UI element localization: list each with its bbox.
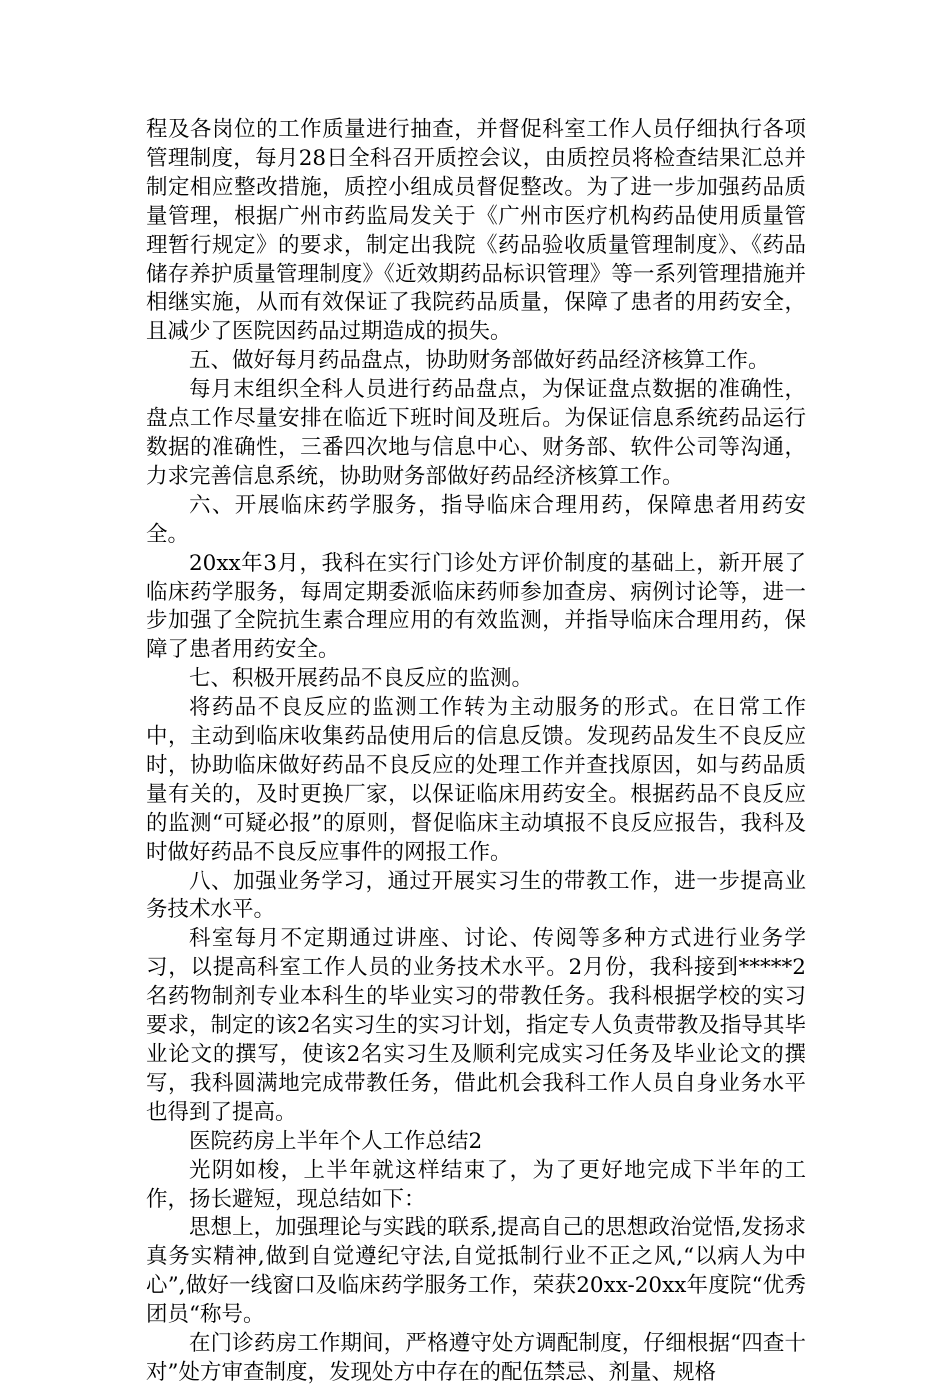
paragraph-1: 程及各岗位的工作质量进行抽查，并督促科室工作人员仔细执行各项管理制度，每月28日全科召开质控会议，由质控员将检查结果汇总并制定相应整改措施，质控小组成员督促整改。为了进一步加强药品质量管理，根据广州市药监局发关于《广州市医疗机构药品使用质量管理暂行规定》的要求，制定出我院《药品验收质量管理制度》、《药品储存养护质量管理制度》《近效期药品标识管理》等一系列管理措施并相继实施，从而有效保证了我院药品质量，保障了患者的用药安全，且减少了医院因药品过期造成的损失。 xyxy=(146,117,806,345)
paragraph-7: 思想上，加强理论与实践的联系,提高自己的思想政治觉悟,发扬求真务实精神,做到自觉遵纪守法,自觉抵制行业不正之风,“以病人为中心”,做好一线窗口及临床药学服务工作，荣获20xx-20xx年度院“优秀团员“称号。 xyxy=(146,1215,806,1328)
paragraph-4: 将药品不良反应的监测工作转为主动服务的形式。在日常工作中，主动到临床收集药品使用后的信息反馈。发现药品发生不良反应时，协助临床做好药品不良反应的处理工作并查找原因，如与药品质量有关的，及时更换厂家，以保证临床用药安全。根据药品不良反应的监测“可疑必报”的原则，督促临床主动填报不良反应报告，我科及时做好药品不良反应事件的网报工作。 xyxy=(146,695,806,865)
paragraph-3: 20xx年3月，我科在实行门诊处方评价制度的基础上，新开展了临床药学服务，每周定期委派临床药师参加查房、病例讨论等，进一步加强了全院抗生素合理应用的有效监测，并指导临床合理用药，保障了患者用药安全。 xyxy=(146,550,806,663)
heading-section-5: 五、做好每月药品盘点，协助财务部做好药品经济核算工作。 xyxy=(189,348,770,374)
paragraph-8: 在门诊药房工作期间，严格遵守处方调配制度，仔细根据“四查十对”处方审查制度，发现处方中存在的配伍禁忌、剂量、规格 xyxy=(146,1331,806,1385)
paragraph-6: 光阴如梭，上半年就这样结束了，为了更好地完成下半年的工作，扬长避短，现总结如下： xyxy=(146,1157,806,1212)
paragraph-2: 每月末组织全科人员进行药品盘点，为保证盘点数据的准确性，盘点工作尽量安排在临近下班时间及班后。为保证信息系统药品运行数据的准确性，三番四次地与信息中心、财务部、软件公司等沟通，力求完善信息系统，协助财务部做好药品经济核算工作。 xyxy=(146,377,806,489)
paragraph-5: 科室每月不定期通过讲座、讨论、传阅等多种方式进行业务学习，以提高科室工作人员的业务技术水平。2月份，我科接到*****2名药物制剂专业本科生的毕业实习的带教任务。我科根据学校的实习要求，制定的该2名实习生的实习计划，指定专人负责带教及指导其毕业论文的撰写，使该2名实习生及顺利完成实习任务及毕业论文的撰写，我科圆满地完成带教任务，借此机会我科工作人员自身业务水平也得到了提高。 xyxy=(146,926,806,1125)
heading-section-7: 七、积极开展药品不良反应的监测。 xyxy=(189,666,534,692)
heading-section-6: 六、开展临床药学服务，指导临床合理用药，保障患者用药安全。 xyxy=(146,492,806,547)
document-title-2: 医院药房上半年个人工作总结2 xyxy=(189,1128,483,1154)
document-page xyxy=(146,116,806,1388)
heading-section-8: 八、加强业务学习，通过开展实习生的带教工作，进一步提高业务技术水平。 xyxy=(146,868,806,923)
